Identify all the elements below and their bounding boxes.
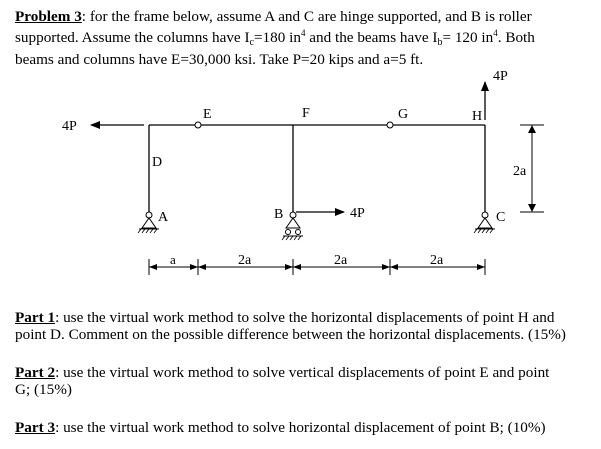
part-1-label: Part 1 [15, 309, 56, 326]
exp-2: 4 [493, 28, 498, 38]
label-a: A [158, 210, 169, 225]
part-2-text-2: G; (15%) [15, 381, 72, 398]
support-a [138, 212, 159, 233]
label-c: C [496, 210, 506, 225]
part-2 [15, 364, 595, 398]
load-top-label: 4P [493, 69, 508, 84]
part-1 [15, 309, 595, 343]
part-3-text: : use the virtual work method to solve horizontal displacement of point B; (10%) [55, 419, 546, 436]
label-g: G [398, 107, 409, 122]
part-1-text: : use the virtual work method to solve the horizontal displacements of point H and [55, 309, 555, 326]
exp-1: 4 [300, 28, 306, 38]
label-e: E [203, 107, 212, 122]
label-f: F [302, 106, 310, 121]
label-h: H [472, 109, 483, 124]
hinge-e [195, 122, 201, 128]
problem-text-2b: =180 in [253, 29, 301, 46]
part-3 [15, 419, 595, 436]
support-b [282, 212, 303, 240]
label-b: B [274, 207, 284, 222]
problem-line-3: beams and columns have E=30,000 ksi. Take P=20 kips and a=5 ft. [15, 51, 424, 68]
ic-subscript: c [249, 37, 254, 48]
problem-heading: Problem 3 [15, 8, 82, 25]
problem-text-2c: and the beams have I [305, 29, 438, 46]
part-3-label: Part 3 [15, 419, 56, 436]
problem-text-2a: supported. Assume the columns have I [15, 29, 250, 46]
part-2-label: Part 2 [15, 364, 56, 381]
support-c [474, 212, 495, 233]
part-2-text: : use the virtual work method to solve vertical displacements of point E and point [55, 364, 550, 381]
dim-a: a [170, 252, 176, 267]
dim-2a-3: 2a [430, 253, 444, 268]
problem-text-2d: = 120 in [442, 29, 494, 46]
dim-right-label: 2a [513, 164, 527, 179]
part-1-text-2: point D. Comment on the possible difference between the horizontal displacements. (15%) [15, 326, 566, 343]
dim-2a-1: 2a [238, 253, 252, 268]
dim-2a-2: 2a [334, 253, 348, 268]
load-mid-label: 4P [350, 206, 365, 221]
problem-text-1: : for the frame below, assume A and C are hinge supported, and B is roller [81, 8, 532, 25]
hinge-g [387, 122, 393, 128]
ib-subscript: b [437, 37, 443, 48]
load-left-label: 4P [62, 119, 77, 134]
label-d: D [152, 155, 163, 170]
problem-text-2e: . Both [497, 29, 535, 46]
